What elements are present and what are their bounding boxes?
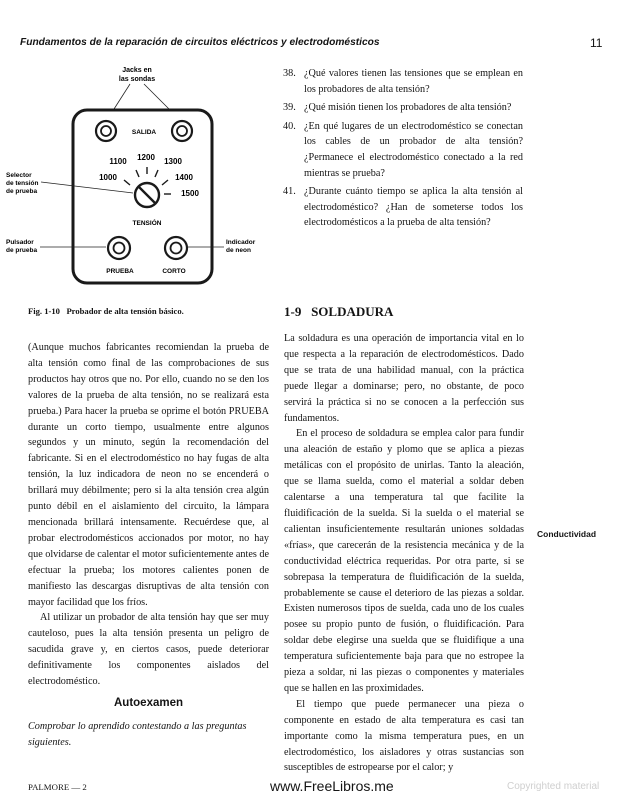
page-number: 11 [590, 36, 603, 50]
label-selector-1: Selector [6, 172, 32, 179]
label-selector-2: de tensión [6, 180, 39, 187]
right-column [284, 331, 524, 776]
question-number: 38. [283, 68, 296, 79]
label-selector-3: de prueba [6, 188, 38, 195]
body-paragraph: La soldadura es una operación de importancia vital en lo que respecta a la reparación de electrodomésticos. Dado que se trata de una habilidad manual, con la práctica puede llegar a dominarse; pero, no obstante, de poco servirá la práctica si no se conocen a la perfección sus fundamentos. [284, 333, 524, 424]
body-paragraph: (Aunque muchos fabricantes recomiendan la prueba de alta tensión como final de las comprobaciones de sus productos hay otros que no. Por ello, cuando no se den los valores de la prueba de alta tensión, no se realizará esta prueba.) Para hacer la prueba se oprime el botón PRUEBA durante un corto tiempo, usualmente entre algunos segundos y un minuto, según la recomendación del fabricante. Si en el electrodoméstico no hay fugas de alta tensión, la luz indicadora de neon no se encenderá o brillará muy débilmente; pero si la alta tensión crea algún punto débil en el aislamiento del circuito, la lámpara mencionada brillará intensamente. Recuérdese que, al probar electrodomésticos accionados por motor, no hay que olvidarse de calentar el motor suficientemente antes de efectuar la prueba; los motores calientes ponen de manifiesto las descargas disruptivas de alta tensión con mayor facilidad que los fríos. [28, 342, 270, 608]
question-list [283, 66, 523, 234]
body-paragraph: Al utilizar un probador de alta tensión hay que ser muy cauteloso, pues la alta tensión presenta un peligro de sacudida grave y, en ciertos casos, puede deteriorar definitivamente los componentes aislados del electrodoméstico. [28, 612, 269, 688]
test-button [108, 237, 130, 259]
label-jacks-1: Jacks en [122, 67, 152, 74]
running-head: Fundamentos de la reparación de circuitos eléctricos y electrodomésticos [20, 37, 380, 48]
question-item [283, 184, 523, 231]
label-jacks-2: las sondas [118, 76, 156, 83]
question-text: ¿Durante cuánto tiempo se aplica la alta tensión al electrodoméstico? ¿Han de someterse todos los electrodomésticos a la prueba de alta tensión? [304, 186, 523, 229]
question-number: 41. [283, 186, 296, 198]
question-text: ¿Qué misión tienen los probadores de alta tensión? [304, 102, 512, 114]
voltage-selector-knob [135, 183, 159, 207]
caption-number: Fig. 1-10 [28, 306, 60, 316]
dial-1000: 1000 [99, 173, 117, 182]
question-number: 39. [283, 102, 296, 114]
output-jack-right [172, 121, 192, 141]
left-column [28, 340, 269, 690]
dial-1500: 1500 [181, 189, 199, 198]
label-indicador-2: de neon [226, 247, 251, 254]
question-item [283, 66, 523, 97]
margin-note: Conductividad [537, 529, 597, 539]
label-pulsador-1: Pulsador [6, 239, 34, 246]
autoexamen-heading: Autoexamen [113, 697, 184, 709]
question-number: 40. [283, 120, 296, 132]
output-jack-left [96, 121, 116, 141]
label-prueba: PRUEBA [106, 268, 134, 275]
body-paragraph: El tiempo que puede permanecer una pieza o componente en estado de alta temperatura es casi tan importante como la misma temperatura pues, en un electrodoméstico, los aisladores y otras sustancias son susceptibles de estropearse por el calor; y [284, 698, 524, 774]
label-pulsador-2: de prueba [6, 247, 38, 254]
tester-figure [0, 55, 280, 295]
dial-1200: 1200 [137, 153, 155, 162]
label-tension: TENSIÓN [132, 220, 162, 227]
question-item [283, 100, 523, 116]
question-text: ¿En qué lugares de un electrodoméstico se conectan los cables de un probador de alta tensión? ¿Permanece el electrodoméstico conectado a la red mientras se prueba? [304, 120, 523, 179]
autoexamen-instruction: Comprobar lo aprendido contestando a las preguntas siguientes. [28, 721, 247, 748]
label-indicador-1: Indicador [226, 239, 256, 246]
copyright-watermark: Copyrighted material [507, 781, 600, 792]
label-salida: SALIDA [131, 129, 157, 136]
question-text: ¿Qué valores tienen las tensiones que se emplean en los probadores de alta tensión? [304, 68, 523, 95]
dial-1400: 1400 [175, 173, 193, 182]
figure-caption [28, 306, 184, 316]
question-item [283, 119, 523, 181]
footer-publisher: PALMORE — 2 [28, 782, 87, 792]
footer-url-link[interactable]: www.FreeLibros.me [270, 778, 394, 794]
dial-1100: 1100 [109, 157, 127, 166]
section-heading: 1-9 SOLDADURA [284, 304, 394, 319]
body-paragraph: En el proceso de soldadura se emplea calor para fundir una aleación de estaño y plomo que se aplica a piezas metálicas con el propósito de unirlas. Tanto la aleación, que se llama suelda, como el material a soldar deben calentarse a una temperatura tal que facilite la fluidificación de la suelda. Si la suelda o el material se calientan insuficientemente resultarán uniones soldadas «frías», que carecerán de la resistencia mecánica y de la conductividad eléctrica requeridas. Por otra parte, si se sobrepasa la temperatura de fluidificación de la suelda, probablemente se cause el deterioro de las piezas a soldar. Existen numerosos tipos de suelda, cada uno de los cuales posee su propio punto de fusión, o fluidificación. Para soldar debe elegirse una suelda que se fluidifique a una temperatura suficientemente baja para que no estropee la pieza a soldar, ni las piezas o componentes y materiales que se hallen en las proximidades. [284, 428, 524, 694]
neon-indicator [165, 237, 187, 259]
caption-text: Probador de alta tensión básico. [66, 306, 184, 316]
dial-1300: 1300 [164, 157, 182, 166]
label-corto: CORTO [162, 268, 186, 275]
